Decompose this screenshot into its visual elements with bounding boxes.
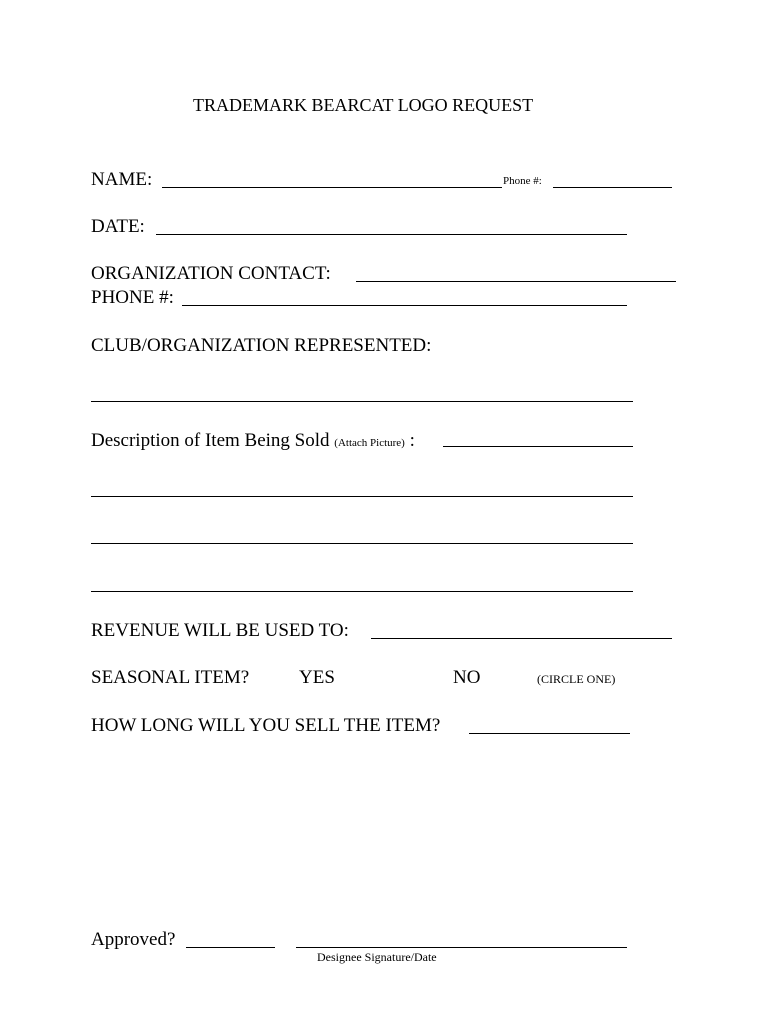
description-label-text: Description of Item Being Sold	[91, 430, 330, 451]
revenue-label: REVENUE WILL BE USED TO:	[91, 620, 349, 641]
description-field-2[interactable]	[91, 496, 633, 497]
approved-field[interactable]	[186, 947, 275, 948]
description-colon: :	[409, 430, 415, 451]
date-label: DATE:	[91, 216, 145, 237]
circle-note: (CIRCLE ONE)	[537, 672, 616, 686]
signature-field[interactable]	[296, 947, 627, 948]
description-field-3[interactable]	[91, 543, 633, 544]
description-label	[91, 431, 415, 450]
org-phone-field[interactable]	[182, 305, 627, 306]
org-contact-field[interactable]	[356, 281, 676, 282]
name-field[interactable]	[162, 187, 502, 188]
phone-field[interactable]	[553, 187, 672, 188]
attach-note: (Attach Picture)	[334, 437, 405, 449]
phone-label: Phone #:	[503, 175, 542, 187]
date-field[interactable]	[156, 234, 627, 235]
approved-label: Approved?	[91, 929, 176, 950]
name-label: NAME:	[91, 169, 153, 190]
org-contact-label: ORGANIZATION CONTACT:	[91, 263, 331, 284]
yes-option[interactable]: YES	[299, 667, 335, 688]
club-field[interactable]	[91, 401, 633, 402]
signature-caption: Designee Signature/Date	[317, 950, 437, 964]
duration-label: HOW LONG WILL YOU SELL THE ITEM?	[91, 715, 441, 736]
description-field-4[interactable]	[91, 591, 633, 592]
no-option[interactable]: NO	[453, 667, 481, 688]
seasonal-label: SEASONAL ITEM?	[91, 667, 250, 688]
club-label: CLUB/ORGANIZATION REPRESENTED:	[91, 335, 432, 356]
form-title: TRADEMARK BEARCAT LOGO REQUEST	[193, 95, 534, 115]
org-phone-label: PHONE #:	[91, 287, 174, 308]
revenue-field[interactable]	[371, 638, 672, 639]
description-field-1[interactable]	[443, 446, 633, 447]
duration-field[interactable]	[469, 733, 630, 734]
